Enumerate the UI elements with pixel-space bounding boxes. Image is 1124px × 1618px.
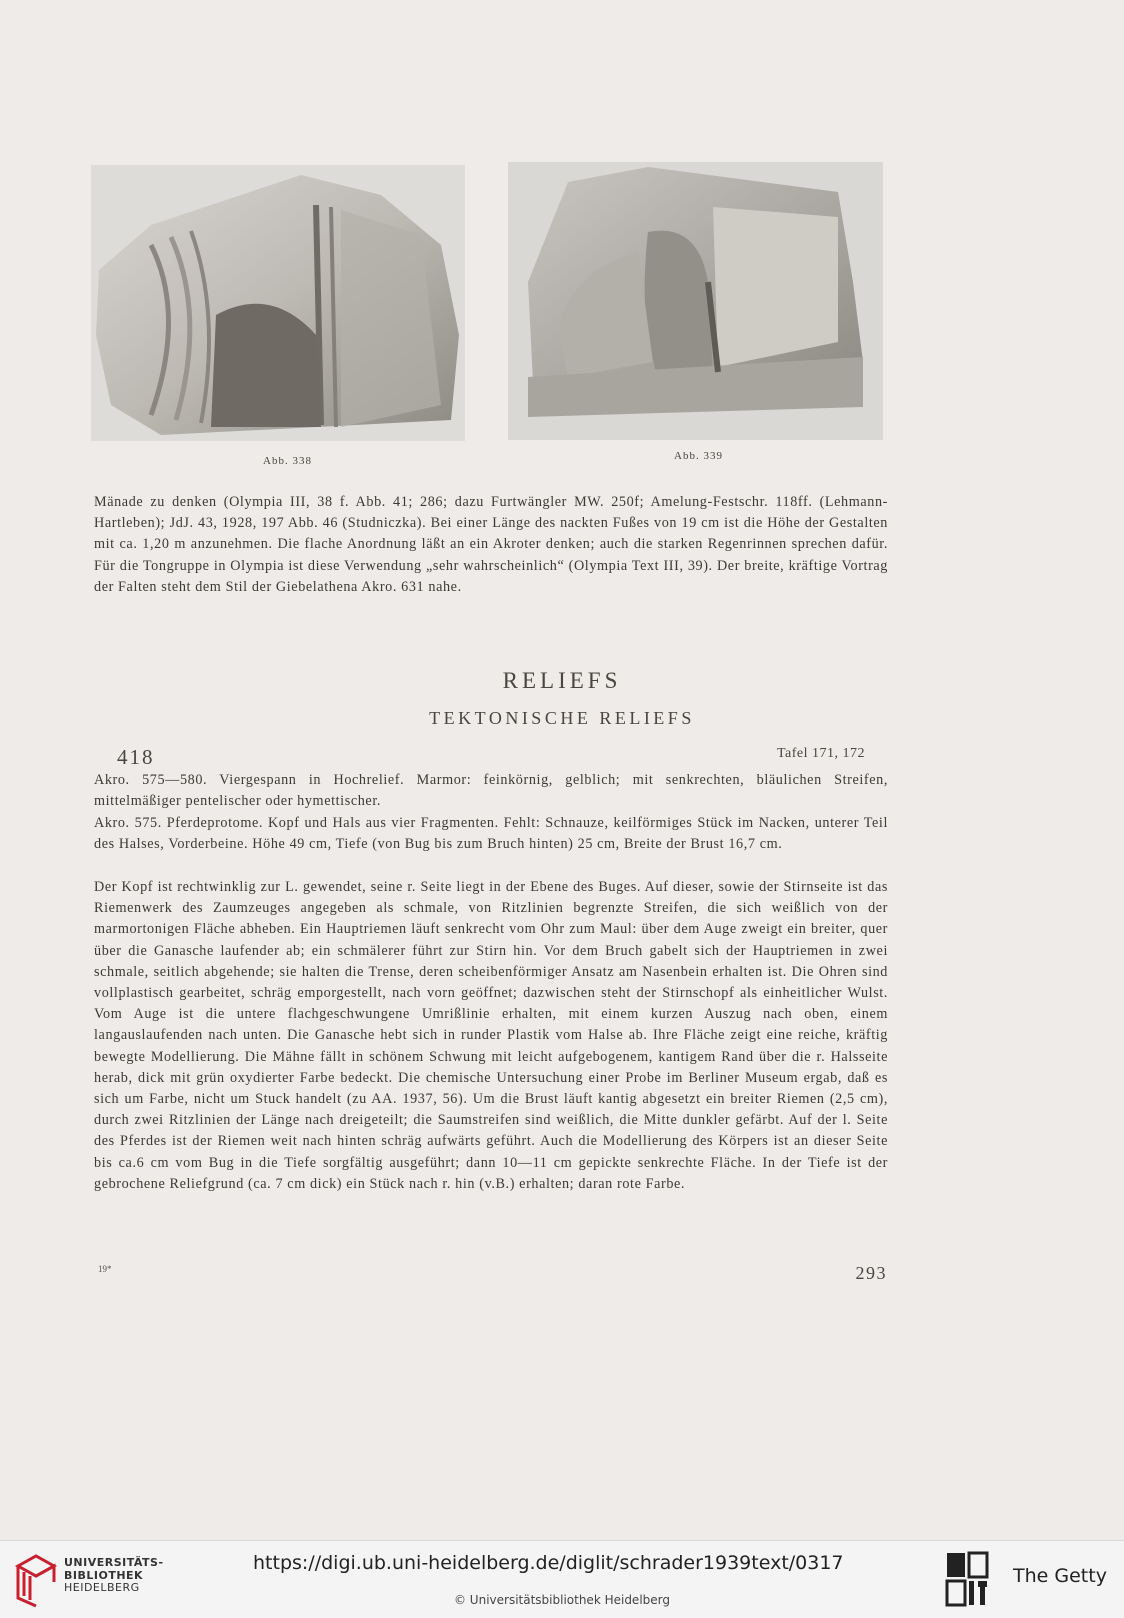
viewer-footer-bar: [0, 1540, 1124, 1618]
plate-reference: Tafel 171, 172: [776, 746, 865, 761]
permalink-url[interactable]: https://digi.ub.uni-heidelberg.de/diglit/schrader1939text/0317: [253, 1552, 844, 1574]
figure-caption: Abb. 339: [674, 450, 723, 462]
entry-paragraph: Akro. 575. Pferdeprotome. Kopf und Hals aus vier Fragmenten. Fehlt: Schnauze, keilförmiges Stück im Nacken, unterer Teil des Halses, Vorderbeine. Höhe 49 cm, Tiefe (von Bug bis zum Bruch hinten) 25 cm, Breite der Brust 16,7 cm.: [94, 815, 888, 853]
section-heading: RELIEFS: [502, 668, 622, 693]
relief-fragment-photo-icon: [91, 165, 465, 441]
subsection-heading: TEKTONISCHE RELIEFS: [429, 708, 695, 728]
figure-abb-338-photo: [91, 165, 465, 441]
page-number: 293: [855, 1263, 887, 1283]
copyright-notice: © Universitätsbibliothek Heidelberg: [453, 1593, 670, 1607]
entry-paragraph: Akro. 575—580. Viergespann in Hochrelief. Marmor: feinkörnig, gelblich; mit senkrechten, bläulichen Streifen, mittelmäßiger pentelischer oder hymettischer.: [94, 772, 888, 810]
catalogue-entry-number: 418: [117, 745, 155, 769]
getty-logo-icon[interactable]: [945, 1551, 989, 1609]
figure-caption: Abb. 338: [263, 455, 312, 467]
relief-fragment-photo-icon: [508, 162, 883, 440]
signature-mark: 19*: [98, 1264, 112, 1274]
entry-paragraph: Der Kopf ist rechtwinklig zur L. gewendet, seine r. Seite liegt in der Ebene des Buges. Auf dieser, sowie der Stirnseite ist das Riemenwerk des Zaumzeuges angegeben als schmale, von Ritzlinien begrenzte Streifen, die sich weißlich von der marmortonigen Fläche abheben. Ein Hauptriemen läuft senkrecht vom Ohr zum Maul: über dem Auge zweigt ein breiter, quer über die Ganasche laufender ab; ein schmälerer führt zur Stirn hin. Vor dem Bruch gabelt sich der Hauptriemen in zwei schmale, seitlich abgehende; sie halten die Trense, deren scheibenförmiger Ansatz am Nasenbein erhalten ist. Die Ohren sind vollplastisch gearbeitet, schräg emporgestellt, nach vorn geöffnet; dazwischen steht der Stirnschopf als einheitlicher Wulst. Vom Auge ist die untere flachgeschwungene Umrißlinie erhalten, mit einem kurzen Auszug nach oben, einem langauslaufenden nach unten. Die Ganasche hebt sich in runder Plastik vom Halse ab. Ihre Fläche zeigt eine reiche, kräftig bewegte Modellierung. Die Mähne fällt in schönem Schwung mit leicht aufgebogenem, kantigem Rand über die r. Halsseite herab, dick mit grün oxydierter Farbe bedeckt. Die chemische Untersuchung einer Probe im Berliner Museum ergab, daß es sich um Farbe, nicht um Stuck handelt (zu AA. 1937, 56). Um die Brust läuft kantig abgesetzt ein breiter Riemen (2,5 cm), durch zwei Ritzlinien der Länge nach dreigeteilt; die Saumstreifen sind weißlich, die Mitte dunkler gefärbt. Auf der l. Seite des Pferdes ist der Riemen weit nach hinten schräg aufwärts geführt. Auch die Modellierung des Körpers ist an dieser Seite bis ca.6 cm vom Bug in die Tiefe sorgfältig ausgeführt; dann 10—11 cm gepickte senkrechte Fläche. In der Tiefe ist der gebrochene Reliefgrund (ca. 7 cm dick) ein Stück nach r. hin (v.B.) erhalten; daran rote Farbe.: [94, 879, 888, 1192]
university-library-name: UNIVERSITÄTS- BIBLIOTHEK HEIDELBERG: [64, 1556, 164, 1594]
intro-paragraph: Mänade zu denken (Olympia III, 38 f. Abb. 41; 286; dazu Furtwängler MW. 250f; Amelung-Festschr. 118ff. (Lehmann-Hartleben); JdJ. 43, 1928, 197 Abb. 46 (Studniczka). Bei einer Länge des nackten Fußes von 19 cm ist die Höhe der Gestalten mit ca. 1,20 m anzunehmen. Die flache Anordnung läßt an ein Akroter denken; auch die starken Regenrinnen sprechen dafür. Für die Tongruppe in Olympia ist diese Verwendung „sehr wahrscheinlich“ (Olympia Text III, 39). Der breite, kräftige Vortrag der Falten steht dem Stil der Giebelathena Akro. 631 nahe.: [94, 494, 888, 595]
figure-abb-339-photo: [508, 162, 883, 440]
getty-name: The Getty: [1013, 1565, 1107, 1587]
